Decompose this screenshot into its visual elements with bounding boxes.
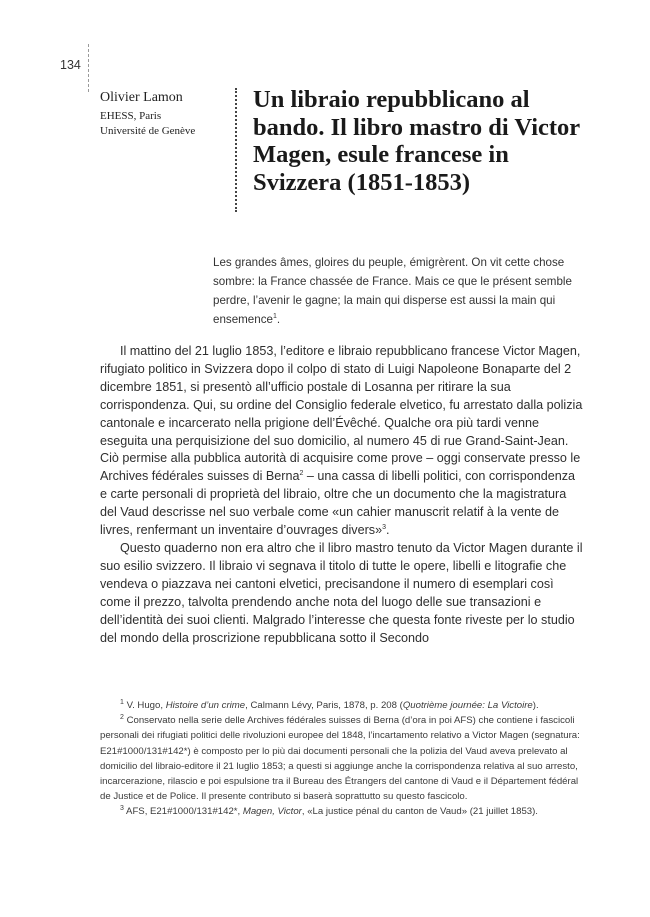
title-rule: [235, 88, 237, 212]
footnote-1-number: 1: [120, 698, 124, 706]
body-text: [100, 343, 585, 647]
page-number: 134: [60, 58, 81, 72]
footnote-3: [100, 804, 585, 819]
gutter-rule: [88, 44, 89, 92]
footnote-1-publisher: , Calmann Lévy, Paris, 1878, p. 208 (: [245, 700, 403, 711]
footnote-1-text: V. Hugo,: [123, 700, 166, 711]
footnote-ref-3: 3: [382, 523, 387, 531]
article-title: Un libraio repubblicano al bando. Il libro mastro di Victor Magen, esule francese in Svizzera (1851-1853): [253, 86, 580, 196]
epigraph-text: Les grandes âmes, gloires du peuple, émigrèrent. On vit cette chose sombre: la France chassée de France. Mais ce que le présent semble perdre, l’avenir le gagne; la main qui disperse est aussi la main qui ensemence: [213, 256, 572, 326]
footnote-2-text: Conservato nella serie delle Archives fédérales suisses di Berna (d’ora in poi AFS) che contiene i fascicoli personali dei rifugiati politici delle rivoluzioni europee del 1848, l’incartamento relativo a Victor Magen (segnatura: E21#1000/131#142*) è composto per lo più dai documenti personali che la polizia del Vaud aveva prelevato al domicilio del libraio-editore il 21 luglio 1853; a questi si aggiunge anche la corrispondenza relativa al suo arresto, incarcerazione, rilascio e poi espulsione tra il Bureau des Étrangers del cantone di Vaud e il Département fédéral de Justice et de Police. Il presente contributo si baserà soprattutto su questo fascicolo.: [100, 715, 580, 803]
author-name: Olivier Lamon: [100, 90, 183, 105]
footnote-1-end: ).: [532, 700, 539, 711]
footnote-3-end: , «La justice pénal du canton de Vaud» (21 juillet 1853).: [301, 806, 538, 818]
paragraph-2: Questo quaderno non era altro che il libro mastro tenuto da Victor Magen durante il suo esilio svizzero. Il libraio vi segnava il titolo di tutte le opere, libelli e litografie che vendeva o piazzava nei cantoni elvetici, precisandone il numero di esemplari così come il prezzo, talvolta prendendo anche nota del luogo delle sue transazioni e dell’identità dei suoi clienti. Malgrado l’interesse che questa fonte riveste per lo studio del mondo della proscrizione repubblicana sotto il Secondo: [100, 540, 583, 645]
footnote-2: [100, 713, 585, 804]
paragraph-1-part-b: – una cassa di libelli politici, con corrispondenza e carte personali di proprietà del libraio, oltre che un documento che la magistratura del Vaud descrisse nel suo verbale come «un cahier manuscrit relatif à la vente de livres, renfermant un inventaire d’ouvrages divers»: [100, 469, 576, 538]
footnote-1: [100, 698, 585, 713]
author-affiliation: [100, 109, 228, 139]
footnote-2-number: 2: [120, 714, 124, 722]
author-affiliation-2: Université de Genève: [100, 125, 196, 137]
paragraph-1-part-a: Il mattino del 21 luglio 1853, l’editore e libraio repubblicano francese Victor Magen, rifugiato politico in Svizzera dopo il colpo di stato di Luigi Napoleone Bonaparte del 2 dicembre 1851, si presentò all’ufficio postale di Losanna per ritirare la sua corrispondenza. Qui, su ordine del Consiglio federale elvetico, fu arrestato dalla polizia cantonale e incarcerato nella prigione dell’Évêché. Qualche ora più tardi venne eseguita una perquisizione del suo domicilio, al numero 45 di rue Grand-Saint-Jean. Ciò permise alla pubblica autorità di acquisire come prove – oggi conservate presso le Archives fédérales suisses di Berna: [100, 344, 583, 484]
footnotes: [100, 698, 585, 820]
footnote-3-text: AFS, E21#1000/131#142*,: [123, 806, 243, 818]
footnote-1-book-title: Histoire d’un crime: [165, 700, 246, 711]
paragraph-1-end: .: [386, 523, 390, 538]
author-affiliation-1: EHESS, Paris: [100, 110, 162, 122]
paragraph-1: [100, 343, 585, 540]
footnote-ref-2: 2: [299, 470, 304, 478]
epigraph: Les grandes âmes, gloires du peuple, émigrèrent. On vit cette chose sombre: la France chassée de France. Mais ce que le présent semble perdre, l’avenir le gagne; la main qui disperse est aussi la main qui ensemence$^1$.: [213, 256, 572, 326]
footnote-3-number: 3: [120, 805, 124, 813]
author-block: [100, 90, 228, 139]
footnote-3-record-title: Magen, Victor: [242, 806, 302, 818]
footnote-ref-1: 1: [272, 313, 277, 321]
footnote-1-chapter: Quotrième journée: La Victoire: [402, 700, 533, 711]
